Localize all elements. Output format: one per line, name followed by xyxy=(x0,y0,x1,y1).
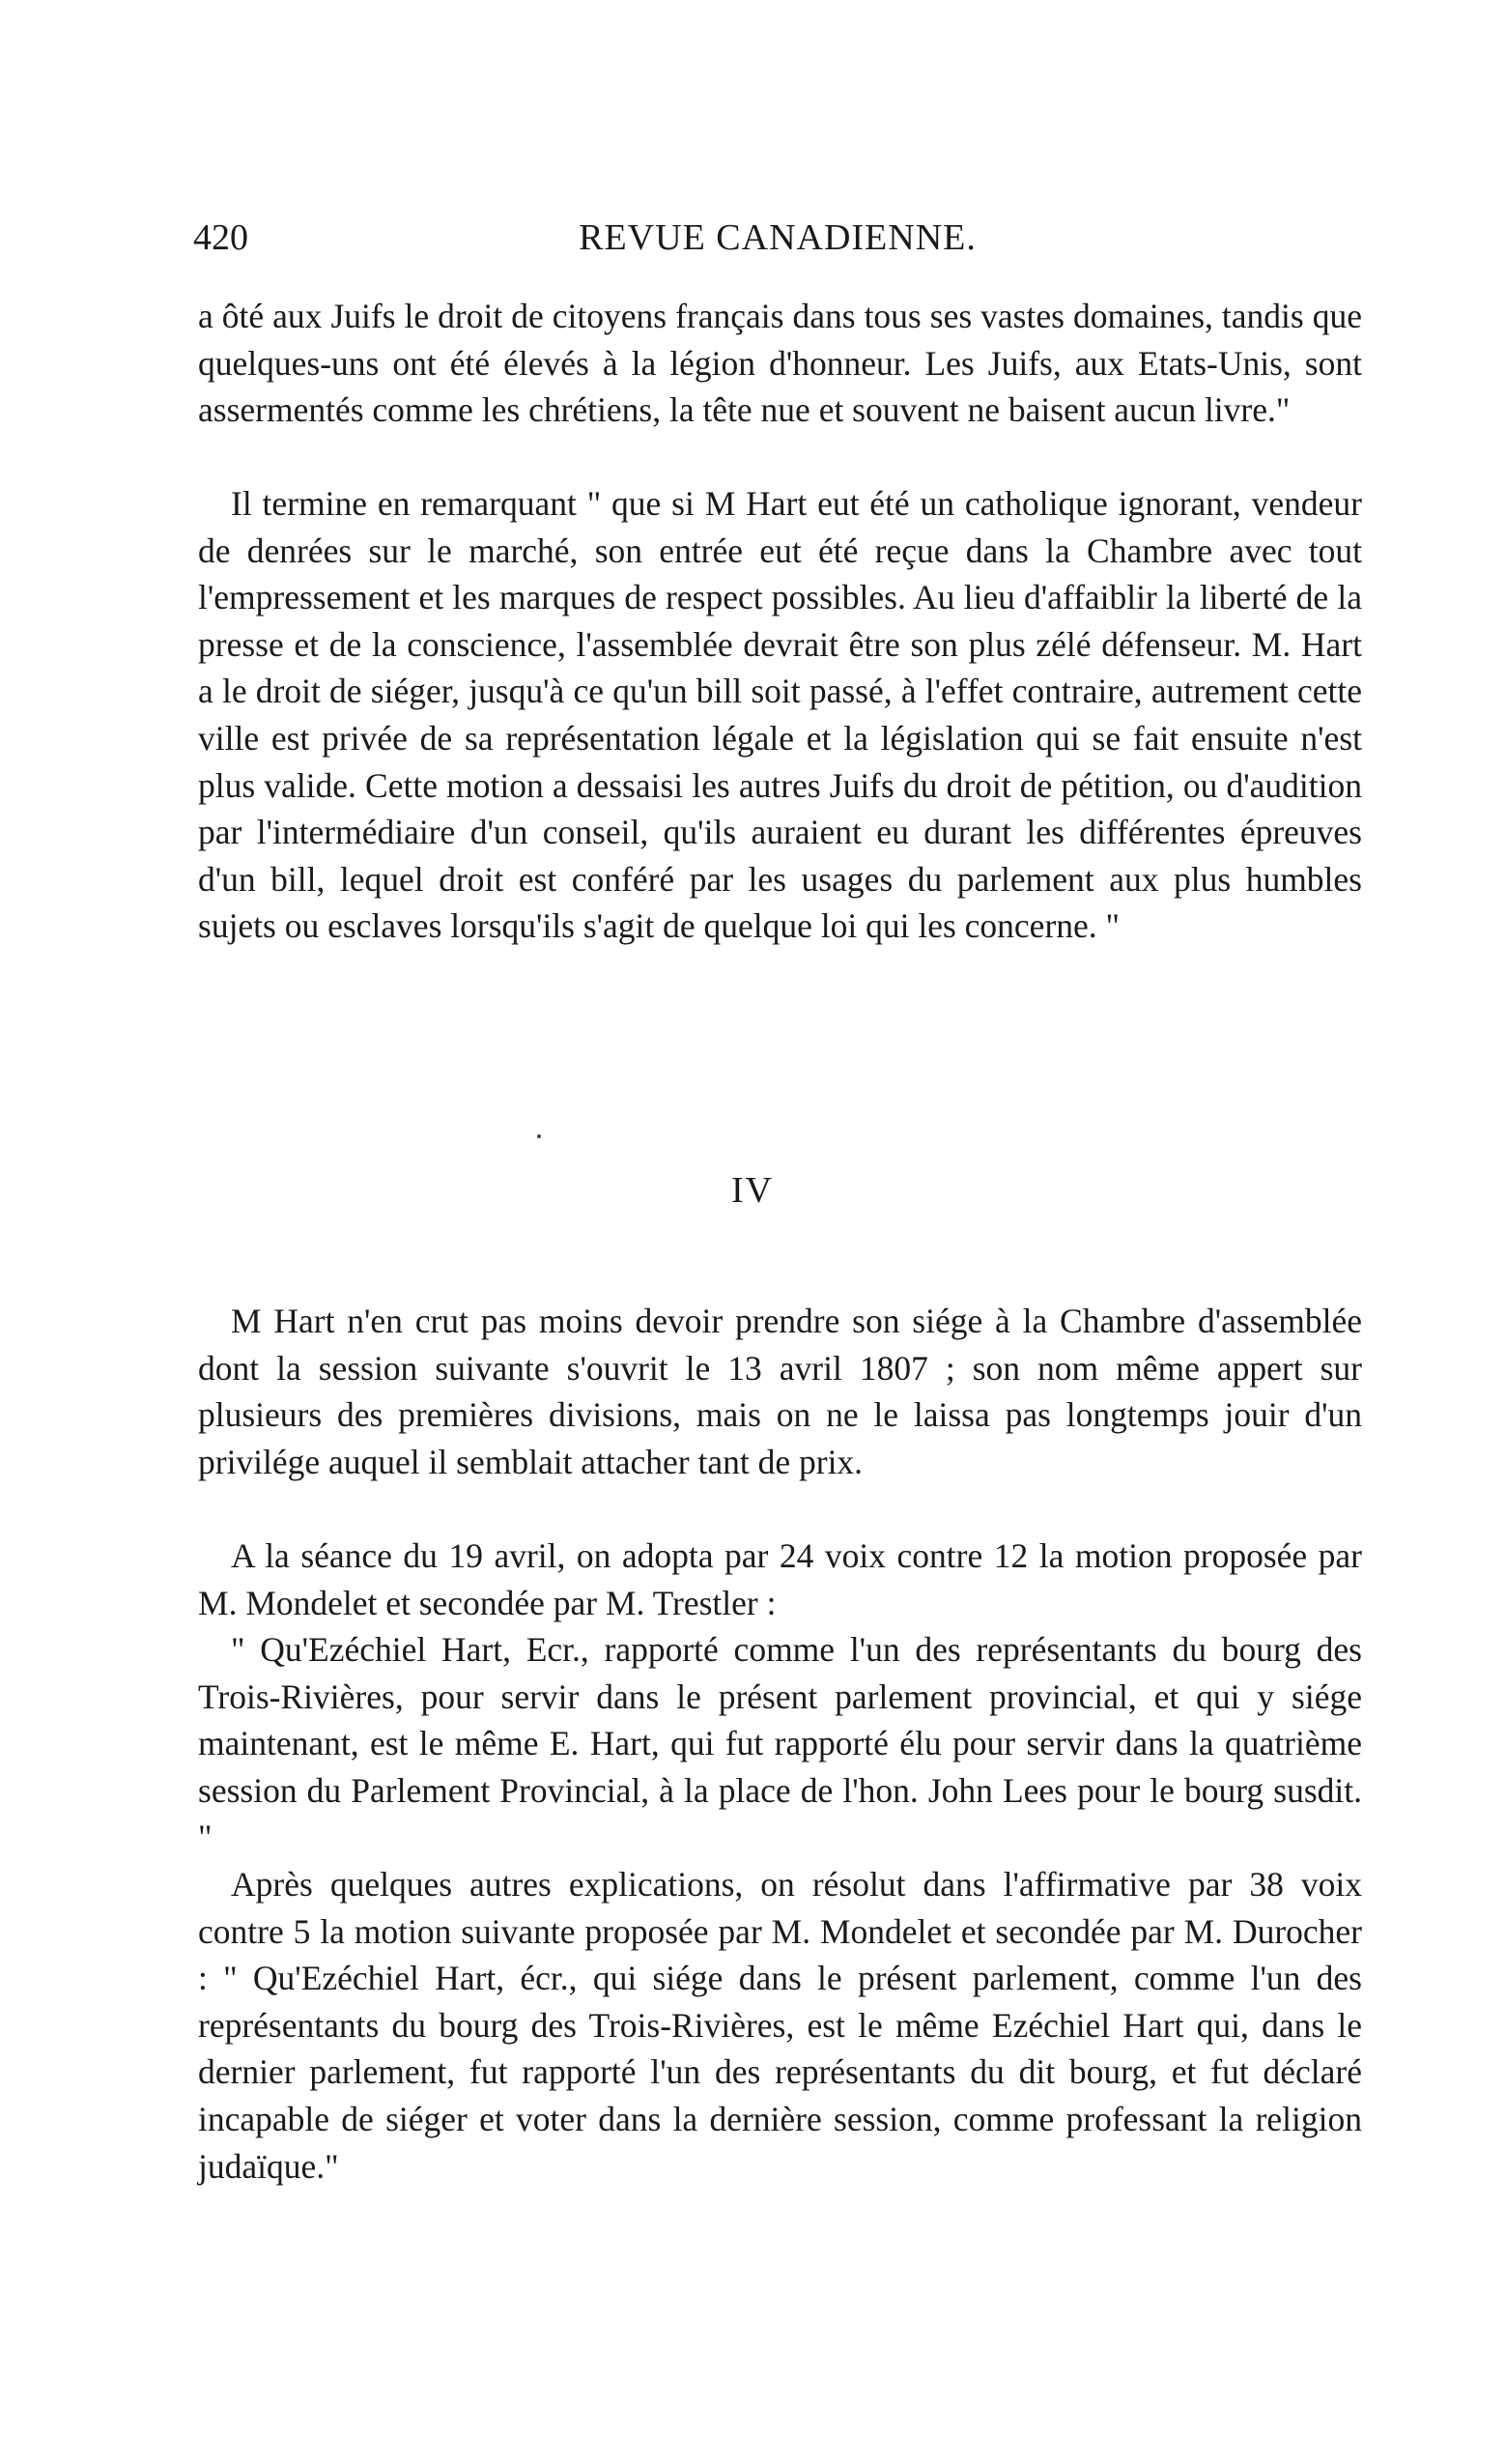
paragraph-hart-speech: Il termine en remarquant " que si M Hart eut été un catholique ignorant, vendeur de denrées sur le marché, son entrée eut été reçue dans la Chambre avec tout l'empressement et les marques de respect possibles. Au lieu d'affaiblir la liberté de la presse et de la conscience, l'assemblée devrait être son plus zélé défenseur. M. Hart a le droit de siéger, jusqu'à ce qu'un bill soit passé, à l'effet contraire, autrement cette ville est privée de sa représentation légale et la législation qui se fait ensuite n'est plus valide. Cette motion a dessaisi les autres Juifs du droit de pétition, ou d'audition par l'intermédiaire d'un conseil, qu'ils auraient eu durant les différentes épreuves d'un bill, lequel droit est conféré par les usages du parlement aux plus humbles sujets ou esclaves lorsqu'ils s'agit de quelque loi qui les concerne. " xyxy=(198,484,1362,946)
paragraph-second-motion: Après quelques autres explications, on résolut dans l'affirmative par 38 voix contre 5 la motion suivante proposée par M. Mondelet et secondée par M. Durocher : " Qu'Ezéchiel Hart, écr., qui siége dans le présent parlement, comme l'un des représentants du bourg des Trois-Rivières, est le même Ezéchiel Hart qui, dans le dernier parlement, fut rapporté l'un des représentants du dit bourg, et fut déclaré incapable de siéger et voter dans la dernière session, comme professant la religion judaïque." xyxy=(198,1865,1362,2186)
running-title: REVUE CANADIENNE. xyxy=(579,217,977,258)
paragraph-continuation: a ôté aux Juifs le droit de citoyens français dans tous ses vastes domaines, tandis que quelques-uns ont été élevés à la légion d'honneur. Les Juifs, aux Etats-Unis, sont assermentés comme les chrétiens, la tête nue et souvent ne baisent aucun livre." xyxy=(198,297,1362,430)
paragraph-session-1807: M Hart n'en crut pas moins devoir prendre son siége à la Chambre d'assemblée dont la session suivante s'ouvrit le 13 avril 1807 ; son nom même appert sur plusieurs des premières divisions, mais on ne le laissa pas longtemps jouir d'un privilége auquel il semblait attacher tant de prix. xyxy=(198,1302,1362,1481)
paragraph-quoted-resolution: " Qu'Ezéchiel Hart, Ecr., rapporté comme l'un des représentants du bourg des Trois-Rivières, pour servir dans le présent parlement provincial, et qui y siége maintenant, est le même E. Hart, qui fut rapporté élu pour servir dans la quatrième session du Parlement Provincial, à la place de l'hon. John Lees pour le bourg susdit. " xyxy=(198,1630,1362,1857)
page-header xyxy=(193,215,1362,261)
paragraph-motion-mondelet: A la séance du 19 avril, on adopta par 24 voix contre 12 la motion proposée par M. Mondelet et secondée par M. Trestler : xyxy=(198,1536,1362,1622)
page-number: 420 xyxy=(193,217,248,258)
section-heading: IV xyxy=(730,1170,775,1211)
print-speck xyxy=(537,1134,541,1138)
